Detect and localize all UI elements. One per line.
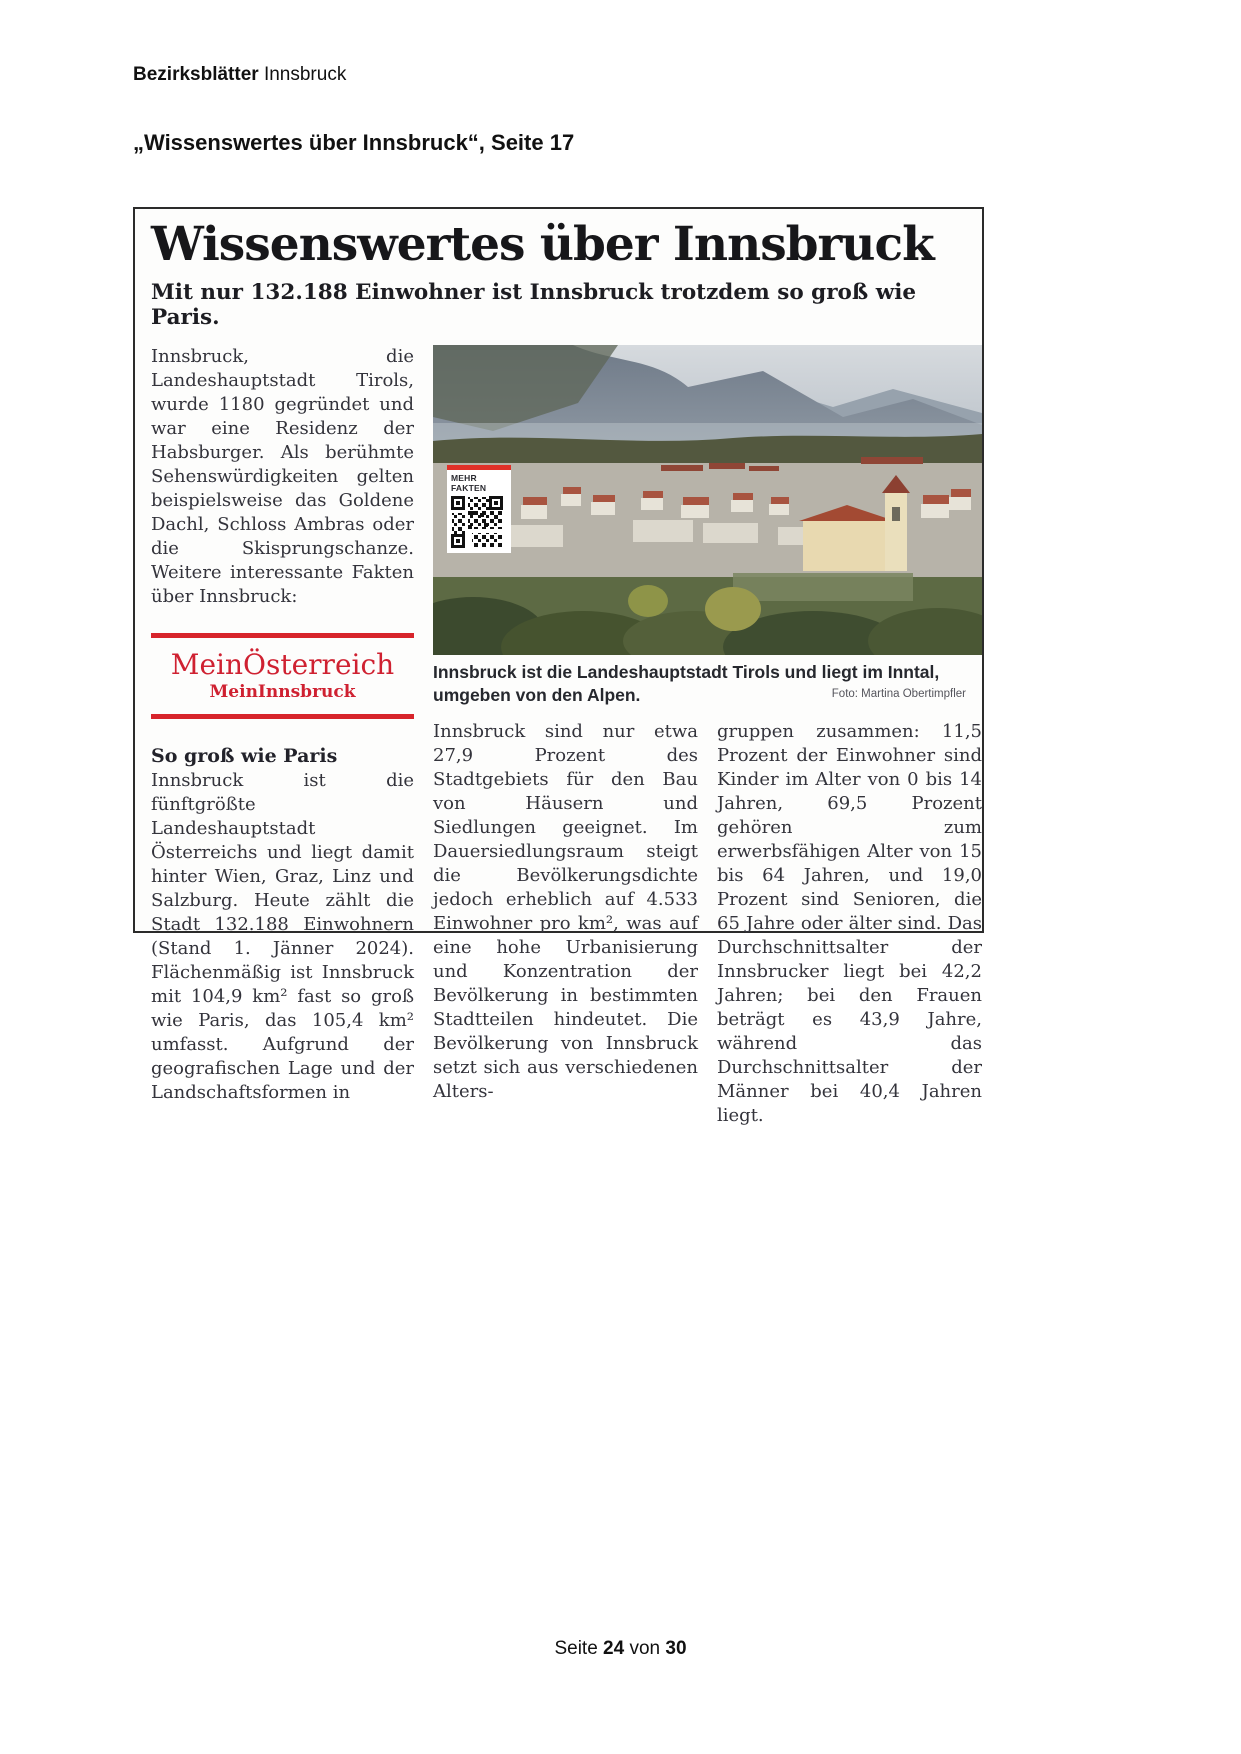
photo-caption bbox=[433, 661, 966, 707]
footer-total-pages: 30 bbox=[665, 1638, 687, 1659]
photo-caption-text: Innsbruck ist die Landeshauptstadt Tirols und liegt im Inntal, umgeben von den Alpen. bbox=[433, 661, 940, 705]
brand-block bbox=[151, 633, 414, 720]
article-headline: Wissenswertes über Innsbruck bbox=[151, 217, 934, 272]
red-divider-top bbox=[151, 633, 414, 638]
page-number-footer bbox=[0, 1638, 1241, 1660]
article-columns bbox=[151, 345, 982, 1128]
brand-subtitle: MeinInnsbruck bbox=[209, 682, 356, 703]
footer-prefix: Seite bbox=[554, 1638, 604, 1659]
main-column bbox=[433, 345, 982, 1128]
document-title: „Wissenswertes über Innsbruck“, Seite 17 bbox=[133, 130, 575, 155]
article-clipping bbox=[133, 207, 984, 1126]
body-columns bbox=[433, 720, 982, 1128]
qr-label: MEHR FAKTEN bbox=[451, 472, 487, 493]
section-heading: So groß wie Paris bbox=[151, 745, 338, 768]
publication-header bbox=[133, 64, 346, 86]
footer-current-page: 24 bbox=[603, 1638, 625, 1659]
city-photo bbox=[433, 345, 982, 655]
middle-column-paragraph: Innsbruck sind nur etwa 27,9 Prozent des Stadtgebiets für den Bau von Häusern und Siedlungen geeignet. Im Dauersiedlungsraum steigt die Bevölkerungsdichte jedoch erheblich auf 4.533 Einwohner pro km², was auf eine hohe Urbanisierung und Konzentration der Bevölkerung in bestimmten Stadtteilen hindeutet. Die Bevölkerung von Innsbruck setzt sich aus verschiedenen Alters- bbox=[433, 720, 698, 1102]
publication-name: Bezirksblätter bbox=[133, 64, 259, 85]
left-column bbox=[151, 345, 414, 1128]
brand-title: MeinÖsterreich bbox=[170, 647, 395, 681]
publication-edition: Innsbruck bbox=[258, 64, 347, 85]
intro-paragraph: Innsbruck, die Landeshauptstadt Tirols, wurde 1180 gegründet und war eine Residenz der Habsburger. Als berühmte Sehenswürdigkeiten gelten beispielsweise das Goldene Dachl, Schloss Ambras oder die Skisprungschanze. Weitere interessante Fakten über Innsbruck: bbox=[151, 345, 414, 607]
photo-illustration bbox=[433, 345, 982, 655]
left-body-paragraph: Innsbruck ist die fünftgrößte Landeshauptstadt Österreichs und liegt damit hinter Wien, Graz, Linz und Salzburg. Heute zählt die Stadt 132.188 Einwohnern (Stand 1. Jänner 2024). Flächenmäßig ist Innsbruck mit 104,9 km² fast so groß wie Paris, das 105,4 km² umfasst. Aufgrund der geografischen Lage und der Landschaftsformen in bbox=[151, 770, 414, 1104]
red-divider-bottom bbox=[151, 714, 414, 719]
right-column-paragraph: gruppen zusammen: 11,5 Prozent der Einwohner sind Kinder im Alter von 0 bis 14 Jahren, 69,5 Prozent gehören zum erwerbsfähigen Alter von 15 bis 64 Jahren, und 19,0 Prozent sind Senioren, die 65 Jahre oder älter sind. Das Durchschnittsalter der Innsbrucker liegt bei 42,2 Jahren; bei den Frauen beträgt es 43,9 Jahre, während das Durchschnittsalter der Männer bei 40,4 Jahren liegt. bbox=[717, 720, 982, 1126]
article-subtitle: Mit nur 132.188 Einwohner ist Innsbruck trotzdem so groß wie Paris. bbox=[151, 279, 917, 330]
footer-mid: von bbox=[624, 1638, 666, 1659]
qr-code-icon bbox=[450, 495, 504, 549]
qr-overlay bbox=[447, 465, 511, 553]
photo-credit: Foto: Martina Obertimpfler bbox=[831, 687, 966, 700]
